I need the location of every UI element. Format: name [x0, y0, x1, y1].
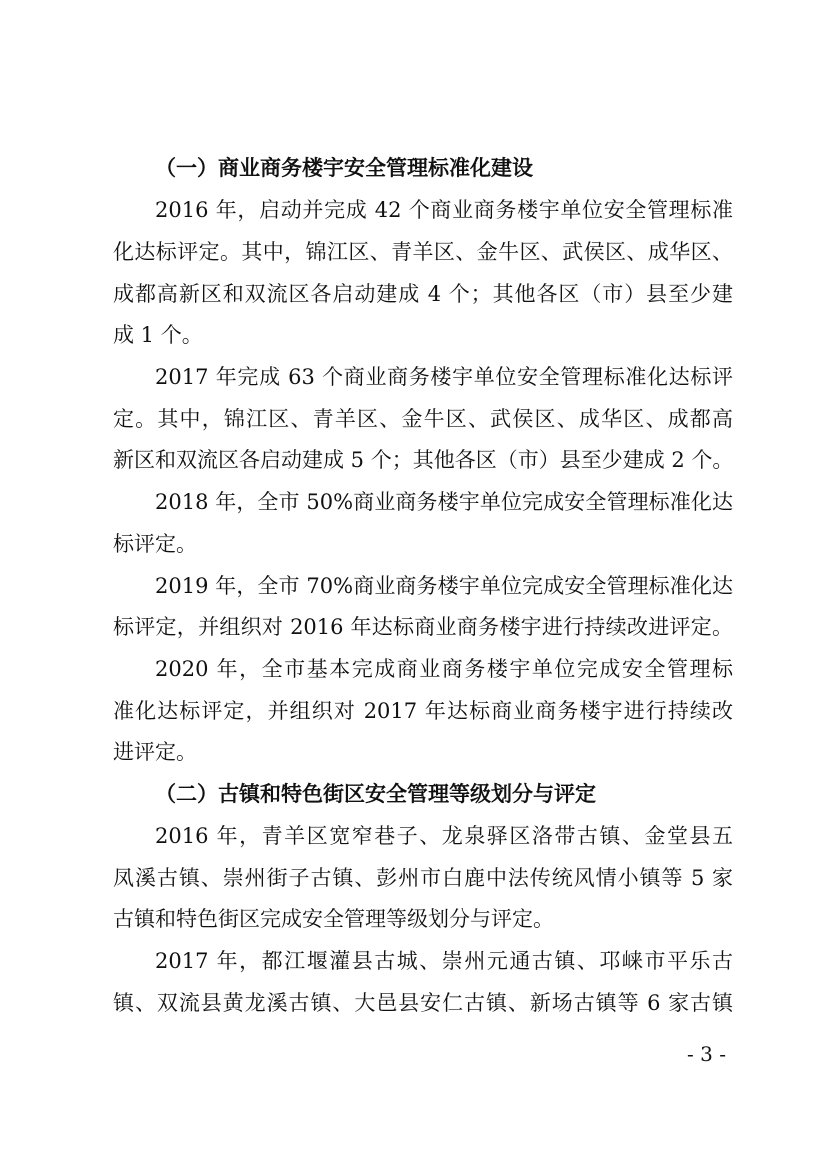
text-line: 古镇和特色街区完成安全管理等级划分与评定。 [113, 907, 554, 931]
text-line: 2017 年，都江堰灌县古城、崇州元通古镇、邛崃市平乐古 [155, 949, 733, 973]
text-line: 成 1 个。 [113, 323, 203, 347]
text-line: 新区和双流区各启动建成 5 个；其他各区（市）县至少建成 2 个。 [113, 448, 734, 472]
text-line: 进评定。 [113, 740, 197, 764]
text-line: 标评定。 [113, 532, 197, 556]
text-line: 化达标评定。其中，锦江区、青羊区、金牛区、武侯区、成华区、 [113, 240, 733, 264]
page-number: - 3 - [687, 1042, 726, 1066]
text-line: 2018 年，全市 50%商业商务楼宇单位完成安全管理标准化达 [155, 490, 733, 514]
text-line: 成都高新区和双流区各启动建成 4 个；其他各区（市）县至少建 [113, 282, 733, 306]
text-line: 2017 年完成 63 个商业商务楼宇单位安全管理标准化达标评 [155, 365, 733, 389]
text-line: 镇、双流县黄龙溪古镇、大邑县安仁古镇、新场古镇等 6 家古镇 [113, 991, 733, 1015]
text-line: 凤溪古镇、崇州街子古镇、彭州市白鹿中法传统风情小镇等 5 家 [113, 866, 733, 890]
text-line: 2020 年，全市基本完成商业商务楼宇单位完成安全管理标 [155, 657, 733, 681]
section-heading-1: （一）商业商务楼宇安全管理标准化建设 [155, 155, 533, 180]
text-line: 定。其中，锦江区、青羊区、金牛区、武侯区、成华区、成都高 [113, 407, 733, 431]
text-line: 2019 年，全市 70%商业商务楼宇单位完成安全管理标准化达 [155, 574, 733, 598]
text-line: 2016 年，启动并完成 42 个商业商务楼宇单位安全管理标准 [155, 198, 733, 222]
text-line: 标评定，并组织对 2016 年达标商业商务楼宇进行持续改进评定。 [113, 615, 733, 639]
text-line: 准化达标评定，并组织对 2017 年达标商业商务楼宇进行持续改 [113, 699, 733, 723]
text-line: 2016 年，青羊区宽窄巷子、龙泉驿区洛带古镇、金堂县五 [155, 824, 733, 848]
section-heading-2: （二）古镇和特色街区安全管理等级划分与评定 [155, 781, 596, 806]
